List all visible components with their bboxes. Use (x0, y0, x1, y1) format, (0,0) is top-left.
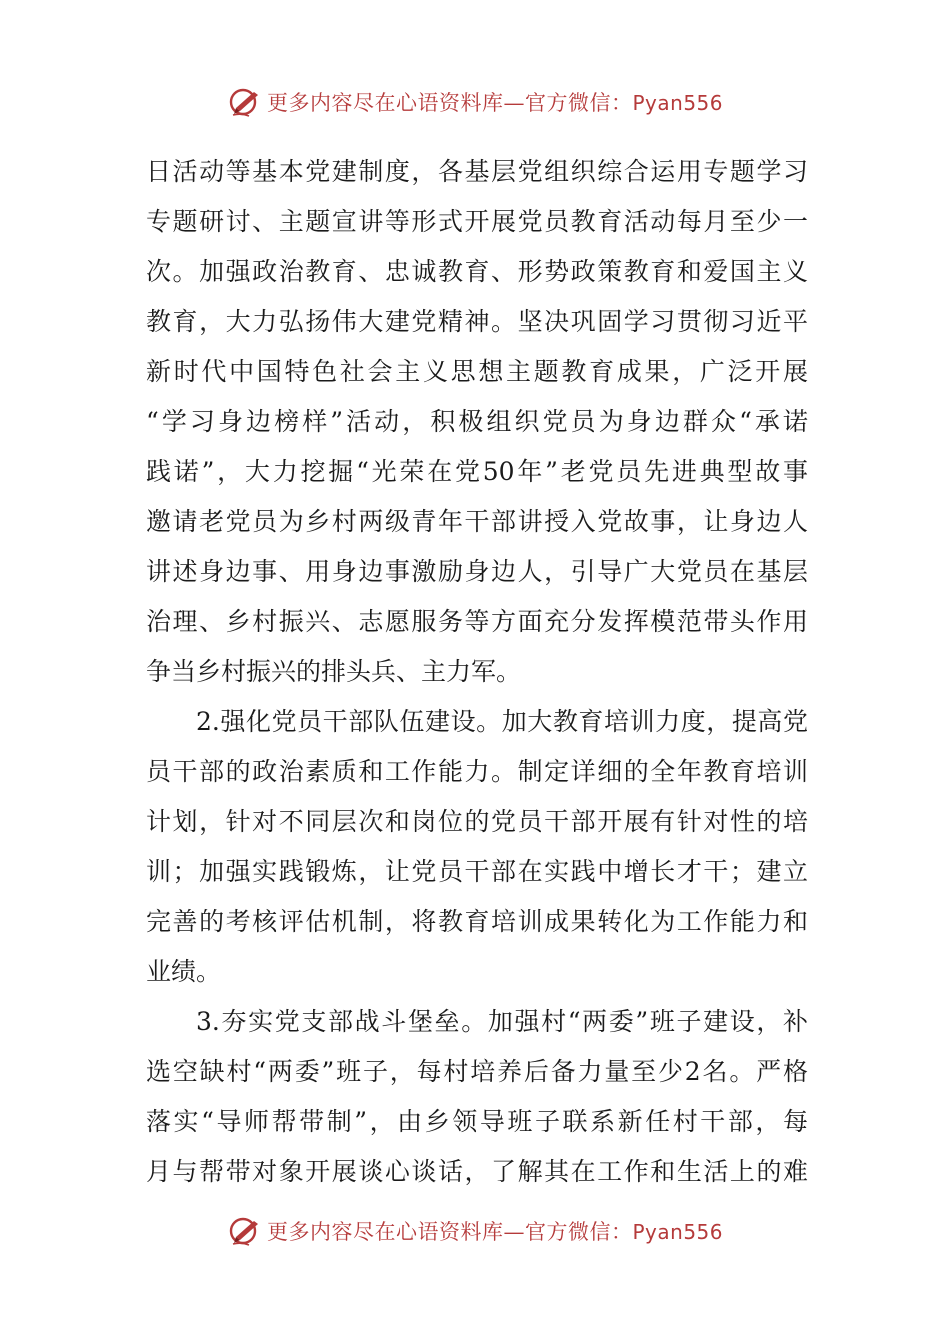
body-line: 落实“导师帮带制”，由乡领导班子联系新任村干部，每 (146, 1107, 808, 1136)
body-line: 日活动等基本党建制度，各基层党组织综合运用专题学习 (146, 157, 808, 186)
body-line: 次。加强政治教育、忠诚教育、形势政策教育和爱国主义 (146, 257, 808, 286)
header-banner (0, 82, 950, 122)
body-line: 计划，针对不同层次和岗位的党员干部开展有针对性的培 (146, 807, 808, 836)
body-line: 讲述身边事、用身边事激励身边人，引导广大党员在基层 (146, 557, 808, 586)
body-line: 教育，大力弘扬伟大建党精神。坚决巩固学习贯彻习近平 (146, 307, 808, 336)
footer-banner (0, 1211, 950, 1251)
section-heading-line: 3.夯实党支部战斗堡垒。加强村“两委”班子建设，补 (196, 1007, 808, 1036)
body-line: 月与帮带对象开展谈心谈话，了解其在工作和生活上的难 (146, 1157, 808, 1186)
pen-logo-icon (227, 85, 263, 119)
banner-text: 更多内容尽在心语资料库—官方微信：Pyan556 (266, 1220, 723, 1244)
paragraph-end-line: 争当乡村振兴的排头兵、主力军。 (146, 657, 522, 686)
body-line: 践诺”，大力挖掘“光荣在党50年”老党员先进典型故事 (146, 457, 808, 486)
document-body (146, 147, 808, 1197)
paragraph-end-line: 业绩。 (146, 957, 222, 986)
body-line: 邀请老党员为乡村两级青年干部讲授入党故事，让身边人 (146, 507, 808, 536)
wechat-handle: Pyan556 (632, 1220, 723, 1244)
body-line: 员干部的政治素质和工作能力。制定详细的全年教育培训 (146, 757, 808, 786)
body-line: 专题研讨、主题宣讲等形式开展党员教育活动每月至少一 (146, 207, 808, 236)
body-line: 完善的考核评估机制，将教育培训成果转化为工作能力和 (146, 907, 808, 936)
body-line: 训；加强实践锻炼，让党员干部在实践中增长才干；建立 (146, 857, 808, 886)
body-line: “学习身边榜样”活动，积极组织党员为身边群众“承诺 (146, 407, 808, 436)
body-line: 选空缺村“两委”班子，每村培养后备力量至少2名。严格 (146, 1057, 808, 1086)
wechat-handle: Pyan556 (632, 91, 723, 115)
section-heading-line: 2.强化党员干部队伍建设。加大教育培训力度，提高党 (196, 707, 808, 736)
pen-logo-icon (227, 1214, 263, 1248)
banner-text: 更多内容尽在心语资料库—官方微信：Pyan556 (266, 91, 723, 115)
body-line: 治理、乡村振兴、志愿服务等方面充分发挥模范带头作用 (146, 607, 808, 636)
body-line: 新时代中国特色社会主义思想主题教育成果，广泛开展 (146, 357, 808, 386)
